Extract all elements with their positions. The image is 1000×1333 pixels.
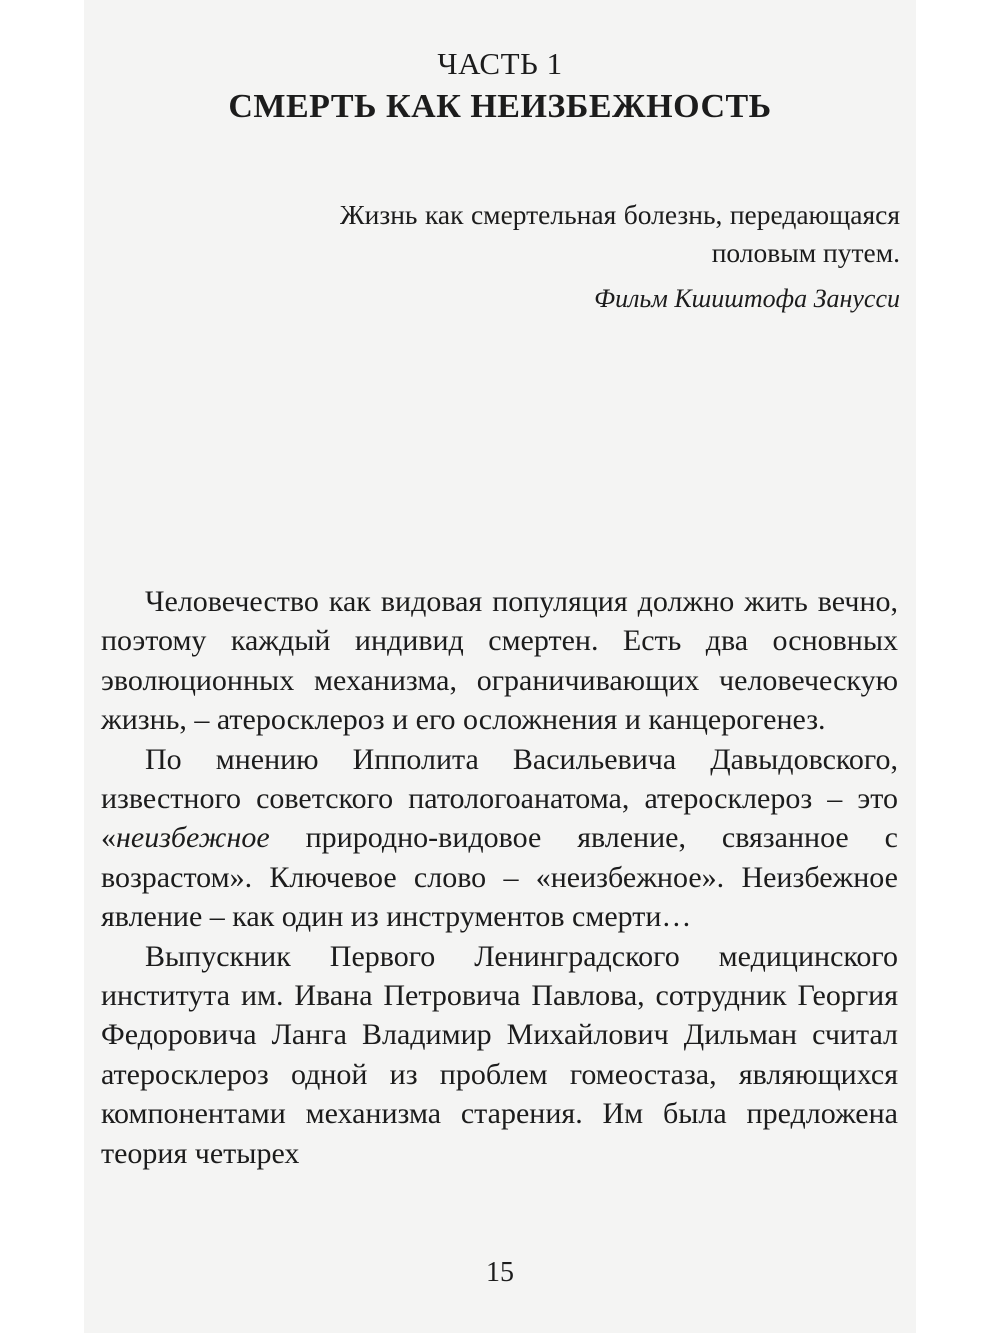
paragraph-text: По мнению Ипполита Васильевича Давыдовского, известного советского патологоанатома, атеросклероз – это «: [101, 742, 898, 855]
part-title: СМЕРТЬ КАК НЕИЗБЕЖНОСТЬ: [228, 88, 772, 125]
part-label: ЧАСТЬ 1: [437, 46, 563, 81]
page-number: 15: [486, 1257, 514, 1288]
paragraph: Человечество как видовая популяция должно жить вечно, поэтому каждый индивид смертен. Есть два основных эволюционных механизма, ограничивающих человеческую жизнь, – атеросклероз и его осложнения и канцерогенез.: [101, 585, 898, 737]
paragraph-text: природно-видовое явление, связанное с возрастом». Ключевое слово – «неизбежное». Неизбежное явление – как один из инструментов смерти…: [101, 821, 898, 934]
body-text: [101, 582, 898, 1173]
paragraph: Выпускник Первого Ленинградского медицинского института им. Ивана Петровича Павлова, сотрудник Георгия Федоровича Ланга Владимир Михайлович Дильман считал атеросклероз одной из проблем гомеостаза, являющихся компонентами механизма старения. Им была предложена теория четырех: [101, 939, 898, 1170]
epigraph-source: Фильм Кшиштофа Занусси: [594, 284, 900, 313]
paragraph: [101, 740, 898, 937]
epigraph-quote: Жизнь как смертельная болезнь, передающаяся половым путем.: [340, 199, 900, 268]
emphasis-text: неизбежное: [116, 821, 270, 855]
